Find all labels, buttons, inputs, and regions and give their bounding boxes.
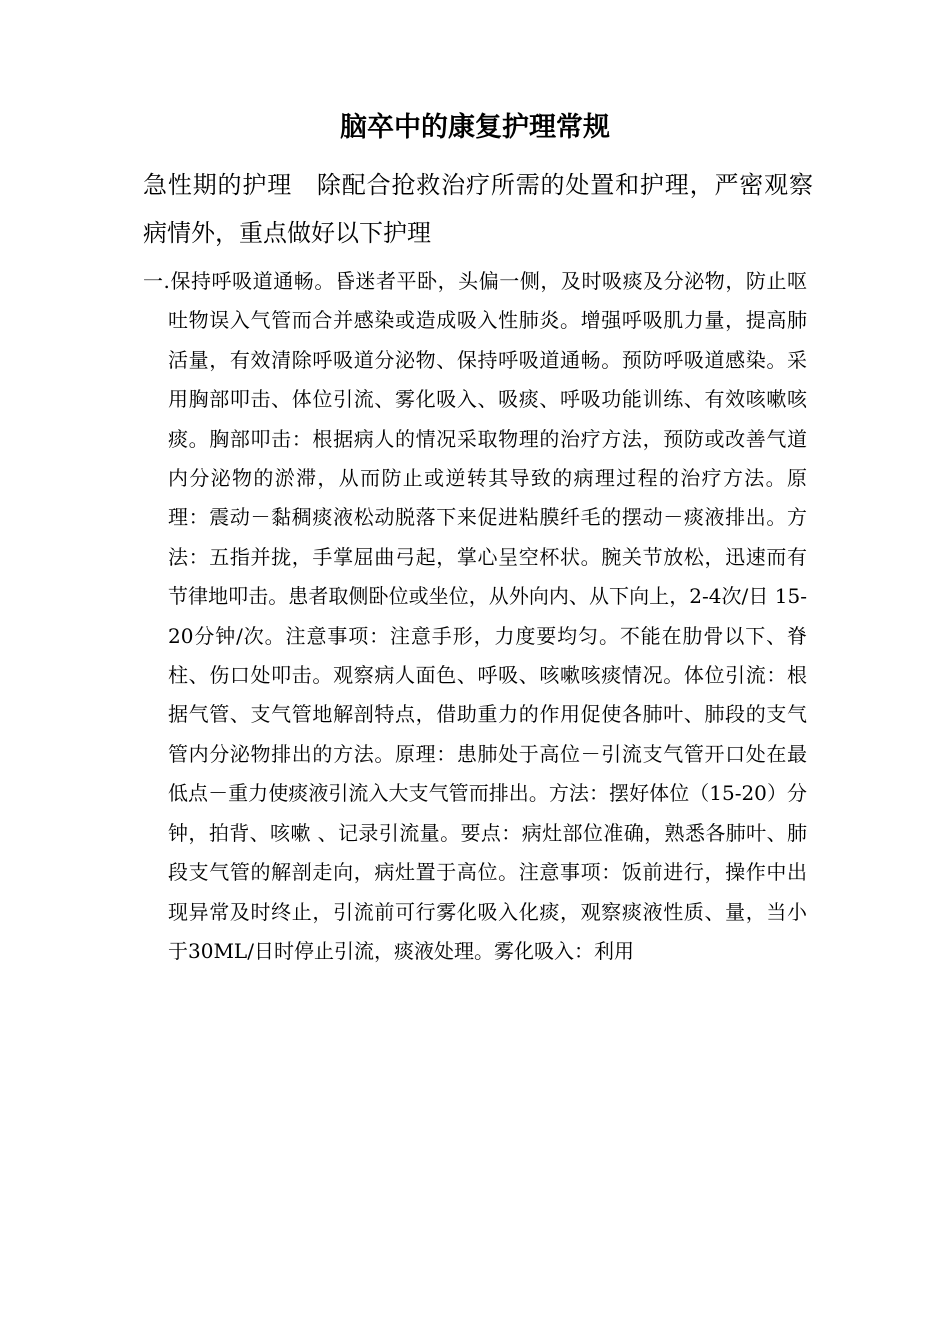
numbered-item: 一.保持呼吸道通畅。昏迷者平卧，头偏一侧，及时吸痰及分泌物，防止呕吐物误入气管而合并感染或造成吸入性肺炎。增强呼吸肌力量，提高肺活量，有效清除呼吸道分泌物、保持呼吸道通畅。预防呼吸道感染。采用胸部叩击、体位引流、雾化吸入、吸痰、呼吸功能训练、有效咳嗽咳痰。胸部叩击：根据病人的情况采取物理的治疗方法，预防或改善气道内分泌物的淤滞，从而防止或逆转其导致的病理过程的治疗方法。原理：震动－黏稠痰液松动脱落下来促进粘膜纤毛的摆动－痰液排出。方法：五指并拢，手掌屈曲弓起，掌心呈空杯状。腕关节放松，迅速而有节律地叩击。患者取侧卧位或坐位，从外向内、从下向上，2-4次/日 15-20分钟/次。注意事项：注意手形，力度要均匀。不能在肋骨以下、脊柱、伤口处叩击。观察病人面色、呼吸、咳嗽咳痰情况。体位引流：根据气管、支气管地解剖特点，借助重力的作用促使各肺叶、肺段的支气管内分泌物排出的方法。原理：患肺处于高位－引流支气管开口处在最低点－重力使痰液引流入大支气管而排出。方法：摆好体位（15-20）分钟，拍背、咳嗽 、记录引流量。要点：病灶部位准确，熟悉各肺叶、肺段支气管的解剖走向，病灶置于高位。注意事项：饭前进行，操作中出现异常及时终止，引流前可行雾化吸入化痰，观察痰液性质、量，当小于30ML/日时停止引流，痰液处理。雾化吸入：利用 — [143, 269, 807, 963]
document-title: 脑卒中的康复护理常规 — [340, 112, 610, 143]
intro-paragraph: 急性期的护理 除配合抢救治疗所需的处置和护理，严密观察病情外，重点做好以下护理 — [143, 171, 813, 247]
